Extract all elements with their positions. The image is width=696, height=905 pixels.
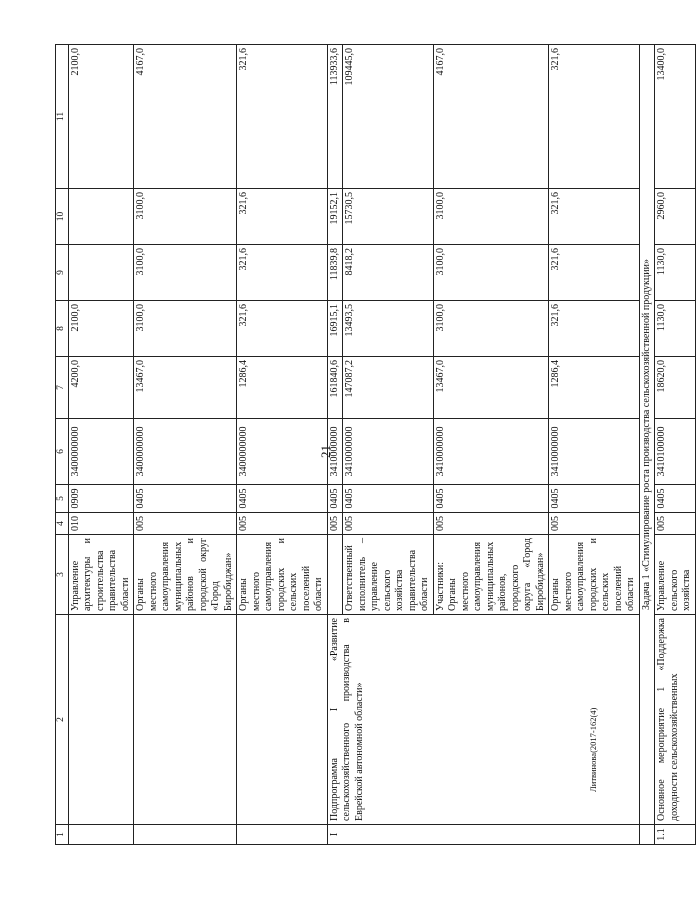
page-number: 21 [318,445,333,458]
total-amount-cell: 4200,0 [68,357,134,419]
year-amount-cell: 3100,0 [134,301,237,357]
year-amount-cell: 321,6 [549,45,640,189]
program-name-cell [237,615,328,825]
row-number-cell: 1.1 [655,825,696,845]
program-name-cell [68,615,134,825]
grbs-code-cell: 010 [68,513,134,535]
total-amount-cell: 161840,6 [327,357,343,419]
header-cell: 6 [56,419,69,485]
grbs-code-cell: 005 [134,513,237,535]
executor-cell: Управление архитектуры и строительства правительства области [68,535,134,615]
header-cell: 9 [56,245,69,301]
year-amount-cell: 2100,0 [68,45,134,189]
row-number-cell [68,825,134,845]
rz-pr-code-cell: 0405 [433,485,549,513]
executor-cell: Органы местного самоуправления городских и сельских поселений области [237,535,328,615]
total-amount-cell: 147087,2 [343,357,434,419]
header-cell: 3 [56,535,69,615]
row-number-cell [237,825,328,845]
year-amount-cell: 8418,2 [343,245,434,301]
header-row [56,45,69,845]
header-cell: 4 [56,513,69,535]
year-amount-cell: 321,6 [549,301,640,357]
year-amount-cell: 3100,0 [433,189,549,245]
table-row [134,45,237,845]
year-amount-cell [68,245,134,301]
year-amount-cell: 16915,1 [327,301,343,357]
rz-pr-code-cell: 0405 [134,485,237,513]
csr-code-cell: 3410000000 [343,419,434,485]
rz-pr-code-cell: 0405 [327,485,343,513]
footer-note: Литвинова(2017-162(4) [588,707,598,792]
executor-cell: Участники: Органы местного самоуправления муниципальных районов, городского округа «Город Биробиджан» [433,535,549,615]
total-amount-cell: 13467,0 [134,357,237,419]
total-amount-cell: 13467,0 [433,357,549,419]
row-number-cell: I [327,825,639,845]
csr-code-cell: 3400000000 [68,419,134,485]
rz-pr-code-cell: 0405 [549,485,640,513]
grbs-code-cell: 005 [343,513,434,535]
executor-cell: Ответственный исполнитель – управление сельского хозяйства правительства области [343,535,434,615]
csr-code-cell: 3410000000 [549,419,640,485]
year-amount-cell: 321,6 [237,245,328,301]
year-amount-cell: 11839,8 [327,245,343,301]
task-title: Задача 1 «Стимулирование роста производства сельскохозяйственной продукции» [639,45,655,825]
header-cell: 8 [56,301,69,357]
year-amount-cell: 321,6 [237,189,328,245]
total-amount-cell: 1286,4 [237,357,328,419]
table-row [68,45,134,845]
table-row [655,45,696,845]
year-amount-cell: 1130,0 [655,245,696,301]
csr-code-cell: 3410000000 [433,419,549,485]
year-amount-cell: 321,6 [549,189,640,245]
executor-cell [327,535,343,615]
year-amount-cell [68,189,134,245]
year-amount-cell: 19152,1 [327,189,343,245]
table-row [237,45,328,845]
program-name-cell: Основное мероприятие 1 «Поддержка доходности сельскохозяйственных [655,615,696,825]
row-number-cell [134,825,237,845]
year-amount-cell: 13493,5 [343,301,434,357]
table-body [56,45,696,845]
year-amount-cell: 4167,0 [433,45,549,189]
year-amount-cell: 3100,0 [134,189,237,245]
year-amount-cell: 1130,0 [655,301,696,357]
budget-table [55,44,696,845]
year-amount-cell: 3100,0 [433,301,549,357]
rz-pr-code-cell: 0405 [655,485,696,513]
year-amount-cell: 321,6 [237,45,328,189]
task-row [639,45,655,845]
rz-pr-code-cell: 0405 [237,485,328,513]
grbs-code-cell: 005 [655,513,696,535]
executor-cell: Управление сельского хозяйства [655,535,696,615]
header-cell: 5 [56,485,69,513]
executor-cell: Органы местного самоуправления муниципальных районов и городской округ «Город Биробиджан» [134,535,237,615]
rz-pr-code-cell: 0909 [68,485,134,513]
csr-code-cell: 3400000000 [237,419,328,485]
year-amount-cell: 4167,0 [134,45,237,189]
total-amount-cell: 1286,4 [549,357,640,419]
header-cell: 1 [56,825,69,845]
year-amount-cell: 321,6 [237,301,328,357]
csr-code-cell: 3400000000 [134,419,237,485]
program-name-cell: Подпрограмма I «Развитие сельскохозяйственного производства в Еврейской автономной области» [327,615,639,825]
year-amount-cell: 2960,0 [655,189,696,245]
program-name-cell [134,615,237,825]
year-amount-cell: 2100,0 [68,301,134,357]
year-amount-cell: 321,6 [549,245,640,301]
year-amount-cell: 3100,0 [433,245,549,301]
header-cell: 11 [56,45,69,189]
grbs-code-cell: 005 [327,513,343,535]
year-amount-cell: 113933,6 [327,45,343,189]
table-row [327,45,343,845]
total-amount-cell: 18620,0 [655,357,696,419]
grbs-code-cell: 005 [237,513,328,535]
rz-pr-code-cell: 0405 [343,485,434,513]
year-amount-cell: 109445,0 [343,45,434,189]
year-amount-cell: 3100,0 [134,245,237,301]
row-number-cell [639,825,655,845]
year-amount-cell: 13400,0 [655,45,696,189]
csr-code-cell: 3410000000 [327,419,343,485]
grbs-code-cell: 005 [549,513,640,535]
year-amount-cell: 15730,5 [343,189,434,245]
grbs-code-cell: 005 [433,513,549,535]
header-cell: 2 [56,615,69,825]
header-cell: 7 [56,357,69,419]
csr-code-cell: 3410100000 [655,419,696,485]
executor-cell: Органы местного самоуправления городских и сельских поселений области [549,535,640,615]
header-cell: 10 [56,189,69,245]
